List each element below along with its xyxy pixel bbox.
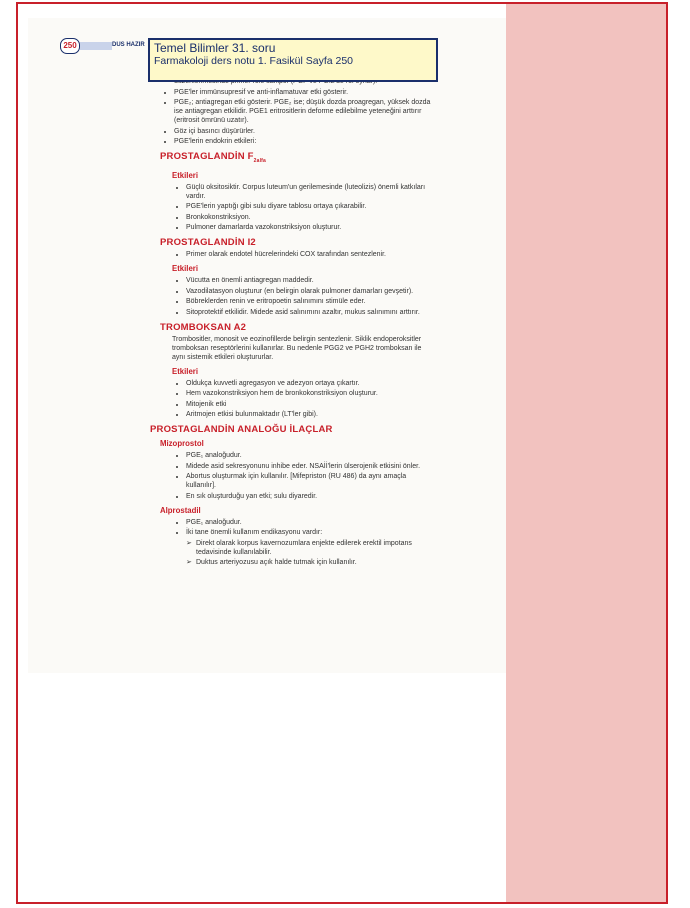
alprostadil-list bbox=[172, 518, 432, 538]
annotation-subtitle: Farmakoloji ders notu 1. Fasikül Sayfa 250 bbox=[154, 55, 354, 67]
list-item: • Abortus oluşturmak için kullanılır. [Mifepriston (RU 486) da aynı amaçla kullanılır]. bbox=[186, 472, 432, 490]
subheading-pgi-effects: Etkileri bbox=[172, 264, 199, 274]
list-item: • Vazodilatasyon oluşturur (en belirgin olarak pulmoner damarları gevşetir). bbox=[186, 287, 432, 296]
section-heading-analog: PROSTAGLANDİN ANALOĞU İLAÇLAR bbox=[150, 424, 333, 436]
txa-effects-list bbox=[172, 379, 432, 420]
list-item: • Vücutta en önemli antiagregan maddedir. bbox=[186, 276, 432, 285]
section-heading-pgi: PROSTAGLANDİN I2 bbox=[160, 237, 256, 249]
side-margin-panel bbox=[506, 2, 668, 904]
list-item: • PGE₂; antiagregan etki gösterir. PGE₂ ise; düşük dozda proagregan, yüksek dozda ise antiagregan etkilidir. PGE1 eritrositlerin deforme edilebilme yeteneğini arttırır (eritrosit ömrünü uzatır). bbox=[174, 98, 432, 125]
list-item: • PGE₁ analoğudur. bbox=[186, 518, 432, 527]
list-item: • PGE₁ analoğudur. bbox=[186, 451, 432, 460]
list-item: • Pulmoner damarlarda vazokonstriksiyon oluşturur. bbox=[186, 223, 432, 232]
list-item: • Güçlü oksitosiktir. Corpus luteum'un gerilemesinde (luteolizis) önemli katkıları vardır. bbox=[186, 183, 432, 201]
list-item: • Midede asid sekresyonunu inhibe eder. NSAİİ'lerin ülserojenik etkisini önler. bbox=[186, 462, 432, 471]
subheading-alprostadil: Alprostadil bbox=[160, 505, 201, 515]
subheading-mizoprostol: Mizoprostol bbox=[160, 439, 204, 449]
list-item: • Aritmojen etkisi bulunmaktadır (LT'ler gibi). bbox=[186, 410, 432, 419]
list-item: • PGE'ler immünsupresif ve anti-inflamatuvar etki gösterir. bbox=[174, 88, 432, 97]
txa-intro: Trombositler, monosit ve eozinofillerde belirgin sentezlenir. Siklik endoperoksitler tromboksan reseptörlerini kullanırlar. Bu nedenle PGG2 ve PGH2 tromboksan ile aynı sistemik etkileri oluştururlar. bbox=[172, 335, 422, 361]
header-stripe bbox=[80, 42, 112, 50]
list-item: • Bronkokonstriksiyon. bbox=[186, 213, 432, 222]
annotation-note[interactable] bbox=[148, 38, 438, 82]
list-item: • Mitojenik etki bbox=[186, 400, 432, 409]
list-item: • Sitoprotektif etkilidir. Midede asid salınımını azaltır, mukus salınımını arttırır. bbox=[186, 308, 432, 317]
list-item: ➢ Duktus arteriyozusu açık halde tutmak için kullanılır. bbox=[196, 558, 432, 567]
header-label: DUS HAZIR bbox=[112, 42, 145, 48]
pgf-effects-list bbox=[172, 183, 432, 233]
pgi-effects-list bbox=[172, 276, 432, 317]
list-item: • En sık oluşturduğu yan etki; sulu diyaredir. bbox=[186, 492, 432, 501]
subheading-txa-effects: Etkileri bbox=[172, 366, 199, 376]
alprostadil-sublist bbox=[186, 539, 432, 568]
subheading-pgf-effects: Etkileri bbox=[172, 170, 199, 180]
list-item: • PGE'lerin yaptığı gibi sulu diyare tablosu ortaya çıkarabilir. bbox=[186, 202, 432, 211]
list-item: • Hem vazokonstriksiyon hem de bronkokonstriksiyon oluşturur. bbox=[186, 389, 432, 398]
mizoprostol-list bbox=[172, 451, 432, 501]
page-content bbox=[150, 60, 432, 569]
list-item: • Primer olarak endotel hücrelerindeki COX tarafından sentezlenir. bbox=[186, 250, 432, 259]
pgi-intro-list bbox=[172, 250, 432, 259]
list-item: • Oldukça kuvvetli agregasyon ve adezyon ortaya çıkartır. bbox=[186, 379, 432, 388]
section-heading-txa: TROMBOKSAN A2 bbox=[160, 321, 247, 333]
list-item: ➢ Direkt olarak korpus kavernozumlara enjekte edilerek erektil impotans tedavisinde kullanılabilir. bbox=[196, 539, 432, 557]
list-item: • İki tane önemli kullanım endikasyonu vardır: bbox=[186, 528, 432, 537]
list-item: • PGE'lerin endokrin etkileri: bbox=[174, 137, 432, 146]
list-item: • Böbreklerden renin ve eritropoetin salınımını stimüle eder. bbox=[186, 297, 432, 306]
annotation-title: Temel Bilimler 31. soru bbox=[154, 41, 276, 55]
section-heading-pgf: PROSTAGLANDİN $F_{2alfa}$ bbox=[160, 151, 267, 164]
page-number-badge: 250 bbox=[60, 38, 80, 54]
list-item: • Göz içi basıncı düşürürler. bbox=[174, 127, 432, 136]
